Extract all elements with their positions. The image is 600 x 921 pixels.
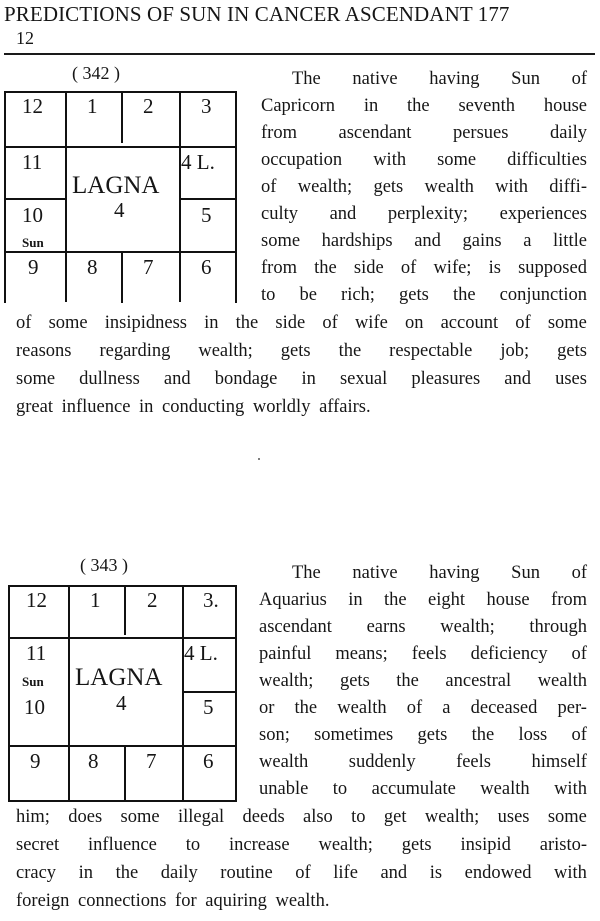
chart-number: ( 343 ): [80, 555, 128, 575]
text-line: reasons regarding wealth; gets the respectable job; gets: [16, 341, 587, 361]
house-11: 11: [22, 150, 43, 174]
chart-frame-right: [235, 585, 237, 802]
text-line: occupation with some difficulties: [261, 150, 587, 170]
chart-frame-top: [8, 585, 237, 587]
chart-inner-line: [121, 253, 123, 303]
chart-inner-line: [179, 198, 237, 200]
chart-inner-line: [4, 146, 237, 148]
text-line: wealth; gets the ancestral wealth: [259, 671, 587, 691]
text-line: foreign connections for aquiring wealth.: [16, 891, 330, 911]
chart-frame-right: [235, 91, 237, 303]
chart-inner-line: [68, 587, 70, 800]
house-8: 8: [87, 255, 98, 279]
house-8: 8: [88, 749, 99, 773]
house-5: 5: [203, 695, 214, 719]
page-marker: 12: [16, 28, 34, 48]
chart-number: ( 342 ): [72, 63, 120, 83]
chart-inner-line: [124, 587, 126, 635]
house-9: 9: [28, 255, 39, 279]
house-2: 2: [147, 588, 158, 612]
text-line: unable to accumulate wealth with: [259, 779, 587, 799]
chart-inner-line: [4, 251, 237, 253]
text-line: son; sometimes gets the loss of: [259, 725, 587, 745]
house-4: 4 L.: [181, 150, 215, 174]
chart-inner-line: [182, 691, 237, 693]
chart-frame-left: [4, 91, 6, 303]
text-line: The native having Sun of: [292, 563, 587, 583]
house-6: 6: [201, 255, 212, 279]
house-6: 6: [203, 749, 214, 773]
house-11: 11: [26, 641, 47, 665]
house-7: 7: [146, 749, 157, 773]
house-10: 10: [24, 695, 45, 719]
page-title: PREDICTIONS OF SUN IN CANCER ASCENDANT 177: [4, 2, 510, 26]
text-line: Aquarius in the eight house from: [259, 590, 587, 610]
text-line: some dullness and bondage in sexual pleasures and uses: [16, 369, 587, 389]
lagna-number: 4: [116, 691, 127, 715]
text-line: great influence in conducting worldly affairs.: [16, 397, 371, 417]
chart-inner-line: [8, 637, 237, 639]
house-12: 12: [22, 94, 43, 118]
text-line: The native having Sun of: [292, 69, 587, 89]
text-line: of some insipidness in the side of wife on account of some: [16, 313, 587, 333]
text-line: cracy in the daily routine of life and is endowed with: [16, 863, 587, 883]
planet-sun: Sun: [22, 674, 44, 689]
house-7: 7: [143, 255, 154, 279]
text-line: wealth suddenly feels himself: [259, 752, 587, 772]
house-4: 4 L.: [184, 641, 218, 665]
lagna-label: LAGNA: [72, 172, 160, 199]
chart-inner-line: [124, 746, 126, 800]
lagna-number: 4: [114, 198, 125, 222]
house-1: 1: [90, 588, 101, 612]
chart-inner-line: [4, 198, 66, 200]
header-divider: [4, 53, 595, 55]
text-line: culty and perplexity; experiences: [261, 204, 587, 224]
text-line: from ascendant persues daily: [261, 123, 587, 143]
chart-inner-line: [8, 745, 237, 747]
text-line: secret influence to increase wealth; gets insipid aristo-: [16, 835, 587, 855]
text-line: ascendant earns wealth; through: [259, 617, 587, 637]
house-10: 10: [22, 203, 43, 227]
house-2: 2: [143, 94, 154, 118]
house-12: 12: [26, 588, 47, 612]
text-line: to be rich; gets the conjunction: [261, 285, 587, 305]
chart-inner-line: [121, 93, 123, 143]
chart-inner-line: [182, 587, 184, 800]
text-line: some hardships and gains a little: [261, 231, 587, 251]
text-line: Capricorn in the seventh house: [261, 96, 587, 116]
planet-sun: Sun: [22, 235, 44, 250]
house-5: 5: [201, 203, 212, 227]
text-line: of wealth; gets wealth with diffi-: [261, 177, 587, 197]
house-3: 3.: [203, 588, 219, 612]
chart-frame-left: [8, 585, 10, 802]
lagna-label: LAGNA: [75, 664, 163, 691]
text-line: him; does some illegal deeds also to get wealth; uses some: [16, 807, 587, 827]
text-line: painful means; feels deficiency of: [259, 644, 587, 664]
house-1: 1: [87, 94, 98, 118]
print-speck: [258, 458, 260, 460]
house-9: 9: [30, 749, 41, 773]
house-3: 3: [201, 94, 212, 118]
text-line: from the side of wife; is supposed: [261, 258, 587, 278]
chart-frame-bottom: [8, 800, 237, 802]
text-line: or the wealth of a deceased per-: [259, 698, 587, 718]
